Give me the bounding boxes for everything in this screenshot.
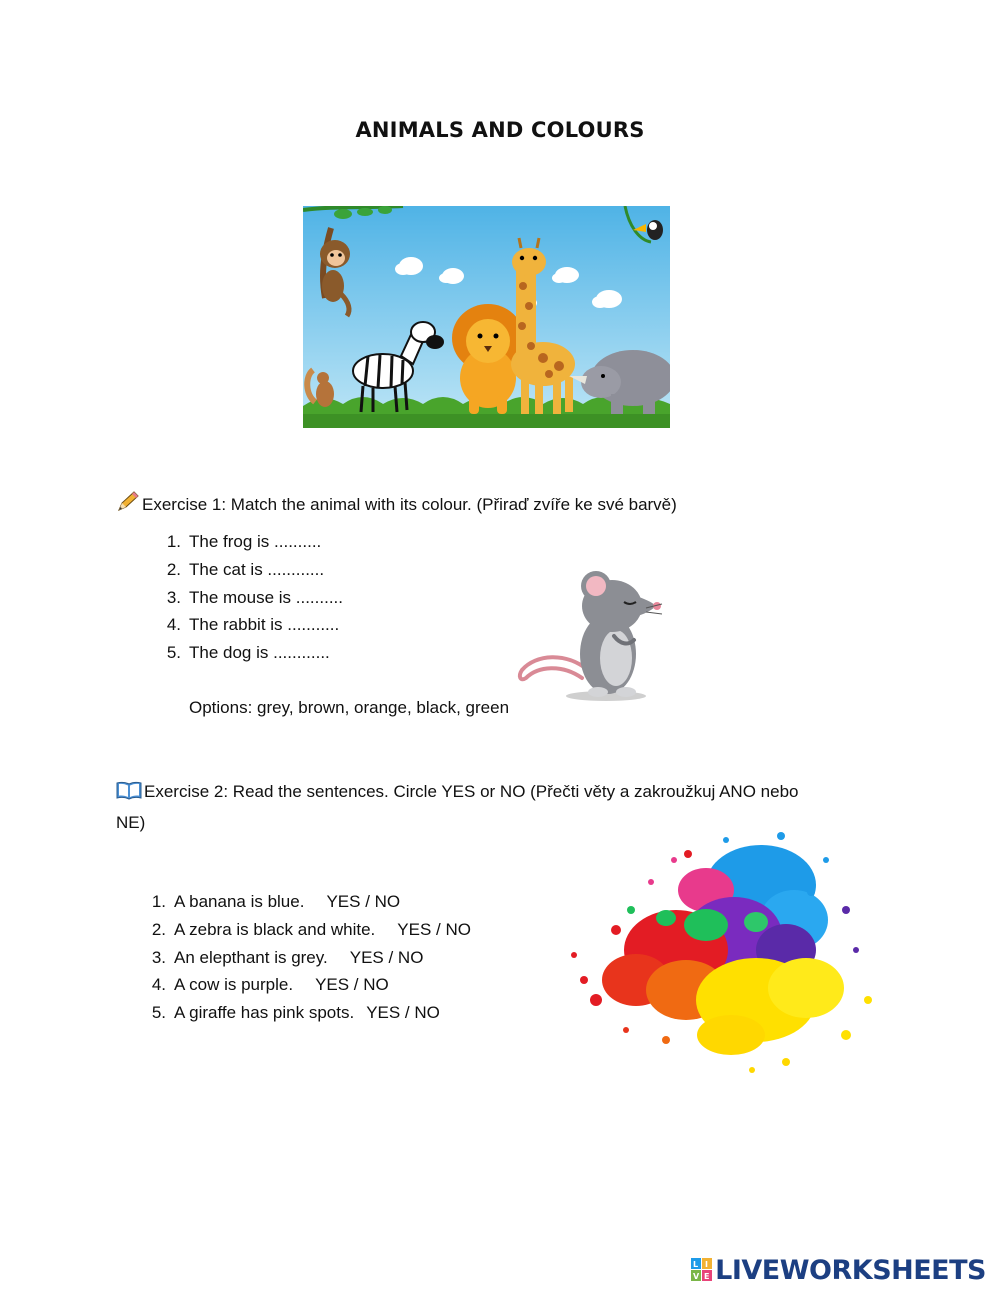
logo-text: LIVEWORKSHEETS	[715, 1254, 986, 1286]
list-item: 1. The frog is ..........	[166, 532, 322, 551]
exercise-1-heading	[116, 491, 677, 518]
exercise-1-list	[166, 532, 343, 671]
svg-text:V: V	[693, 1272, 700, 1281]
open-book-icon	[116, 780, 142, 809]
page-title: ANIMALS AND COLOURS	[355, 118, 645, 142]
paint-splash-illustration	[556, 830, 886, 1080]
yes-no-choice: YES / NO	[366, 1003, 440, 1023]
list-item: 4. The rabbit is ...........	[166, 615, 340, 635]
yes-no-choice: YES / NO	[397, 919, 471, 939]
exercise-2-heading-line1: Exercise 2: Read the sentences. Circle YES or NO (Přečti věty a zakroužkuj ANO nebo	[144, 782, 799, 801]
exercise-1-options: Options: grey, brown, orange, black, green	[189, 698, 510, 717]
list-item: 2. A zebra is black and white. YES / NO	[151, 919, 471, 939]
exercise-2-heading-line2: NE)	[116, 813, 146, 832]
svg-text:E: E	[704, 1272, 710, 1281]
yes-no-choice: YES / NO	[315, 975, 389, 995]
exercise-2-list	[151, 892, 471, 1031]
safari-animals-illustration	[303, 206, 670, 428]
list-item: 5. A giraffe has pink spots. YES / NO	[151, 1003, 440, 1023]
list-item: 2. The cat is ............	[166, 559, 325, 579]
svg-text:L: L	[693, 1260, 699, 1269]
exercise-2-heading	[116, 778, 798, 837]
list-item: 3. The mouse is ..........	[166, 587, 343, 607]
pencil-icon	[116, 491, 140, 518]
yes-no-choice: YES / NO	[326, 892, 401, 911]
svg-text:I: I	[705, 1260, 709, 1269]
list-item: 1. A banana is blue. YES / NO	[151, 892, 401, 911]
yes-no-choice: YES / NO	[349, 947, 424, 967]
logo-badge-icon	[691, 1258, 713, 1282]
list-item: 3. An elepthant is grey. YES / NO	[151, 947, 424, 967]
liveworksheets-logo	[691, 1255, 986, 1285]
list-item: 4. A cow is purple. YES / NO	[151, 975, 389, 995]
list-item: 5. The dog is ............	[166, 643, 330, 663]
mouse-illustration	[516, 566, 666, 702]
exercise-1-heading-text: Exercise 1: Match the animal with its colour. (Přiraď zvíře ke své barvě)	[142, 495, 677, 514]
